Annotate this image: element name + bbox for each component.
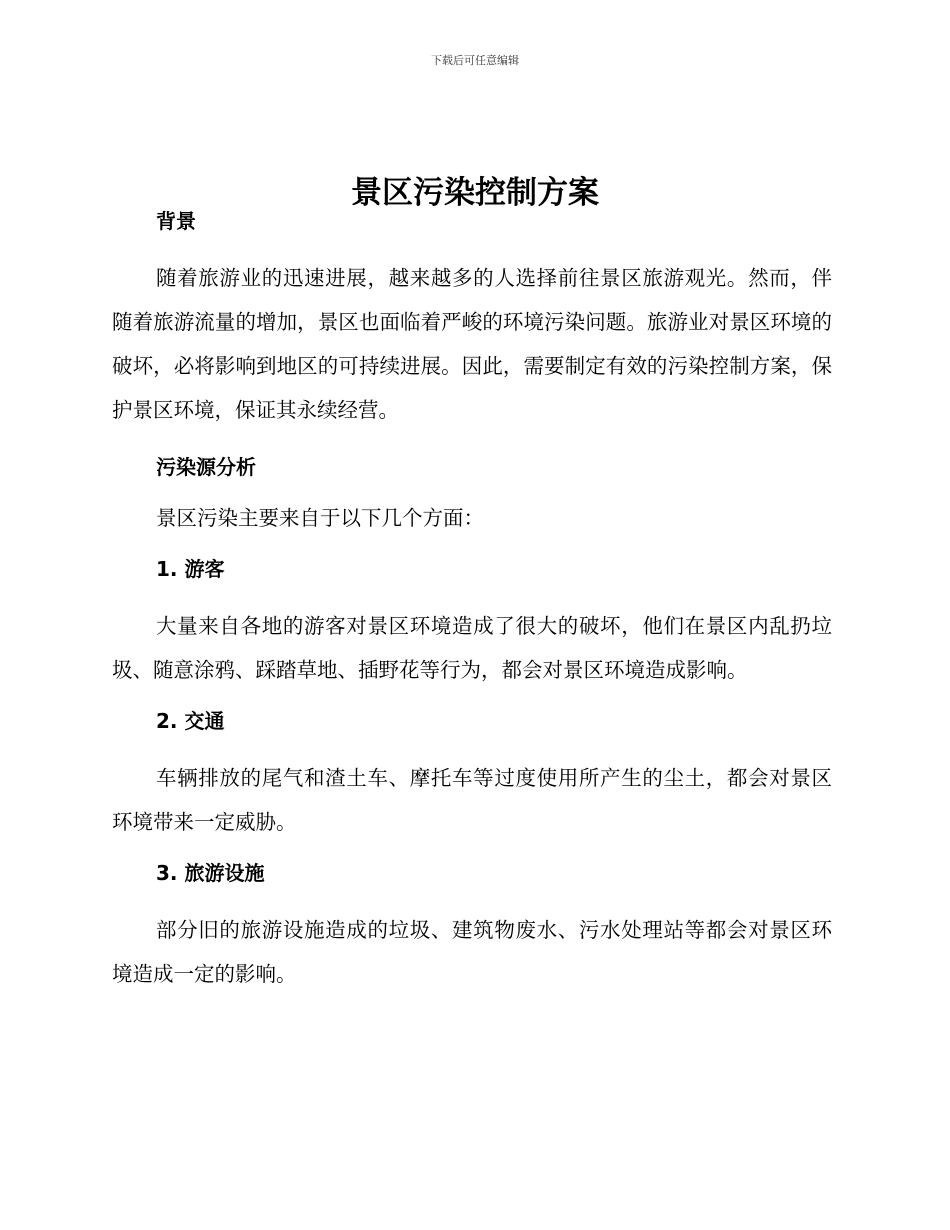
- background-paragraph: 随着旅游业的迅速进展，越来越多的人选择前往景区旅游观光。然而，伴随着旅游流量的增加，景区也面临着严峻的环境污染问题。旅游业对景区环境的破坏，必将影响到地区的可持续进展。因此，需要制定有效的污染控制方案，保护景区环境，保证其永续经营。: [112, 266, 832, 422]
- section-heading-pollution-sources: 污染源分析: [156, 455, 256, 479]
- facilities-paragraph: 部分旧的旅游设施造成的垃圾、建筑物废水、污水处理站等都会对景区环境造成一定的影响。: [112, 918, 832, 986]
- section-heading-background: 背景: [156, 209, 196, 233]
- document-body: [112, 202, 832, 996]
- header-note: 下载后可任意编辑: [431, 54, 519, 67]
- tourists-paragraph: 大量来自各地的游客对景区环境造成了很大的破坏，他们在景区内乱扔垃圾、随意涂鸦、踩踏草地、插野花等行为，都会对景区环境造成影响。: [112, 614, 832, 682]
- pollution-sources-intro: 景区污染主要来自于以下几个方面：: [156, 506, 484, 530]
- item-heading-tourists: 1. 游客: [156, 557, 225, 581]
- document-title: 景区污染控制方案: [351, 174, 599, 211]
- item-heading-traffic: 2. 交通: [156, 709, 225, 733]
- item-heading-facilities: 3. 旅游设施: [156, 861, 265, 885]
- traffic-paragraph: 车辆排放的尾气和渣土车、摩托车等过度使用所产生的尘土，都会对景区环境带来一定威胁。: [112, 766, 832, 834]
